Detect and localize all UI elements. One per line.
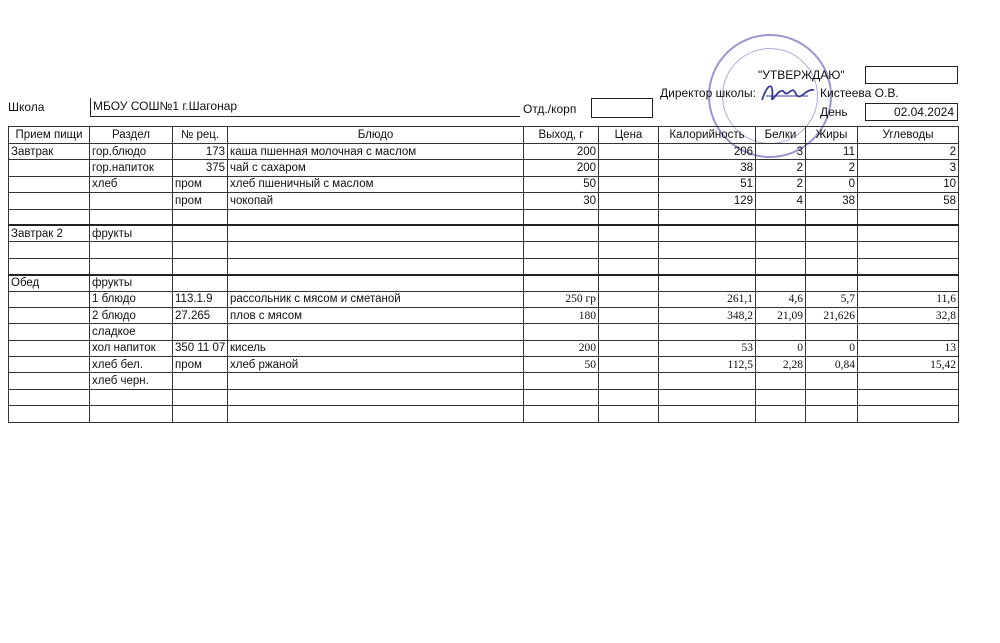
cell-section: 1 блюдо <box>90 291 173 307</box>
table-row <box>9 324 959 340</box>
cell-meal <box>9 209 90 225</box>
cell-section <box>90 242 173 258</box>
cell-protein: 21,09 <box>756 307 806 323</box>
cell-dish: кисель <box>228 340 524 356</box>
cell-kcal: 112,5 <box>659 357 756 373</box>
cell-output <box>524 389 599 405</box>
cell-recipe <box>173 242 228 258</box>
cell-protein <box>756 242 806 258</box>
cell-dish <box>228 389 524 405</box>
cell-price <box>599 275 659 291</box>
table-row <box>9 144 959 160</box>
cell-fat <box>806 242 858 258</box>
cell-section: хлеб черн. <box>90 373 173 389</box>
cell-carb <box>858 242 959 258</box>
table-row <box>9 160 959 176</box>
cell-carb <box>858 258 959 274</box>
cell-fat <box>806 406 858 422</box>
cell-kcal <box>659 373 756 389</box>
director-label: Директор школы: <box>660 86 756 100</box>
cell-price <box>599 209 659 225</box>
cell-meal <box>9 357 90 373</box>
cell-kcal: 129 <box>659 193 756 209</box>
cell-dish: плов с мясом <box>228 307 524 323</box>
cell-recipe <box>173 406 228 422</box>
cell-fat: 11 <box>806 144 858 160</box>
col-protein: Белки <box>756 127 806 144</box>
cell-output: 180 <box>524 307 599 323</box>
cell-recipe: пром <box>173 357 228 373</box>
cell-protein <box>756 373 806 389</box>
cell-recipe: 375 <box>173 160 228 176</box>
cell-dish <box>228 242 524 258</box>
cell-fat <box>806 258 858 274</box>
cell-fat: 21,626 <box>806 307 858 323</box>
approve-label: "УТВЕРЖДАЮ" <box>758 68 845 82</box>
cell-dish: хлеб пшеничный с маслом <box>228 176 524 192</box>
cell-kcal <box>659 225 756 241</box>
cell-carb <box>858 406 959 422</box>
cell-recipe <box>173 324 228 340</box>
cell-protein <box>756 406 806 422</box>
cell-carb <box>858 373 959 389</box>
table-row <box>9 193 959 209</box>
cell-carb: 2 <box>858 144 959 160</box>
cell-protein <box>756 225 806 241</box>
cell-carb <box>858 389 959 405</box>
cell-dish <box>228 406 524 422</box>
cell-carb: 10 <box>858 176 959 192</box>
cell-price <box>599 176 659 192</box>
cell-kcal: 38 <box>659 160 756 176</box>
cell-fat: 38 <box>806 193 858 209</box>
cell-output: 30 <box>524 193 599 209</box>
cell-recipe: пром <box>173 176 228 192</box>
cell-output <box>524 258 599 274</box>
col-kcal: Калорийность <box>659 127 756 144</box>
cell-fat <box>806 373 858 389</box>
cell-output: 200 <box>524 340 599 356</box>
table-row <box>9 357 959 373</box>
cell-kcal <box>659 275 756 291</box>
cell-recipe: 350 11 07 <box>173 340 228 356</box>
school-field <box>90 98 520 117</box>
cell-protein: 2,28 <box>756 357 806 373</box>
cell-protein <box>756 324 806 340</box>
cell-price <box>599 324 659 340</box>
cell-kcal: 348,2 <box>659 307 756 323</box>
cell-protein: 4,6 <box>756 291 806 307</box>
cell-dish <box>228 209 524 225</box>
cell-section <box>90 389 173 405</box>
cell-dish: рассольник с мясом и сметаной <box>228 291 524 307</box>
table-row <box>9 389 959 405</box>
cell-price <box>599 389 659 405</box>
cell-price <box>599 225 659 241</box>
cell-meal: Завтрак 2 <box>9 225 90 241</box>
col-carb: Углеводы <box>858 127 959 144</box>
dept-label: Отд./корп <box>523 102 577 116</box>
cell-price <box>599 406 659 422</box>
cell-section: фрукты <box>90 225 173 241</box>
cell-protein: 3 <box>756 144 806 160</box>
cell-meal: Завтрак <box>9 144 90 160</box>
date-value: 02.04.2024 <box>893 105 954 119</box>
cell-protein: 0 <box>756 340 806 356</box>
cell-dish: каша пшенная молочная с маслом <box>228 144 524 160</box>
cell-fat: 0 <box>806 176 858 192</box>
cell-output <box>524 242 599 258</box>
cell-recipe <box>173 275 228 291</box>
cell-section: 2 блюдо <box>90 307 173 323</box>
table-row <box>9 225 959 241</box>
cell-kcal: 261,1 <box>659 291 756 307</box>
table-row <box>9 275 959 291</box>
cell-protein <box>756 275 806 291</box>
cell-price <box>599 373 659 389</box>
cell-recipe <box>173 373 228 389</box>
cell-section <box>90 406 173 422</box>
cell-meal: Обед <box>9 275 90 291</box>
cell-section: хол напиток <box>90 340 173 356</box>
cell-price <box>599 357 659 373</box>
cell-recipe: пром <box>173 193 228 209</box>
cell-meal <box>9 389 90 405</box>
col-section: Раздел <box>90 127 173 144</box>
cell-section: гор.блюдо <box>90 144 173 160</box>
cell-meal <box>9 258 90 274</box>
cell-meal <box>9 242 90 258</box>
cell-price <box>599 193 659 209</box>
cell-carb: 11,6 <box>858 291 959 307</box>
cell-price <box>599 160 659 176</box>
cell-section <box>90 193 173 209</box>
cell-protein: 2 <box>756 176 806 192</box>
cell-meal <box>9 340 90 356</box>
cell-dish <box>228 373 524 389</box>
cell-meal <box>9 291 90 307</box>
cell-kcal: 206 <box>659 144 756 160</box>
cell-fat <box>806 275 858 291</box>
cell-fat: 5,7 <box>806 291 858 307</box>
cell-output <box>524 209 599 225</box>
cell-dish <box>228 225 524 241</box>
cell-fat: 2 <box>806 160 858 176</box>
col-fat: Жиры <box>806 127 858 144</box>
cell-output: 250 гр <box>524 291 599 307</box>
col-output: Выход, г <box>524 127 599 144</box>
cell-meal <box>9 324 90 340</box>
cell-meal <box>9 406 90 422</box>
cell-dish <box>228 324 524 340</box>
cell-meal <box>9 176 90 192</box>
date-field <box>865 103 958 121</box>
cell-output: 50 <box>524 176 599 192</box>
cell-recipe <box>173 225 228 241</box>
table-row <box>9 176 959 192</box>
cell-price <box>599 144 659 160</box>
cell-protein: 2 <box>756 160 806 176</box>
cell-section: гор.напиток <box>90 160 173 176</box>
director-signature <box>758 78 818 108</box>
cell-recipe: 173 <box>173 144 228 160</box>
cell-carb <box>858 209 959 225</box>
cell-protein <box>756 258 806 274</box>
table-row <box>9 291 959 307</box>
cell-section: фрукты <box>90 275 173 291</box>
col-dish: Блюдо <box>228 127 524 144</box>
table-row <box>9 307 959 323</box>
cell-section <box>90 209 173 225</box>
table-row <box>9 209 959 225</box>
cell-fat <box>806 389 858 405</box>
cell-dish: чай с сахаром <box>228 160 524 176</box>
menu-table <box>8 126 959 423</box>
cell-carb <box>858 324 959 340</box>
cell-meal <box>9 193 90 209</box>
school-label: Школа <box>8 100 45 114</box>
table-row <box>9 373 959 389</box>
cell-meal <box>9 160 90 176</box>
cell-meal <box>9 307 90 323</box>
cell-kcal <box>659 324 756 340</box>
cell-section: хлеб бел. <box>90 357 173 373</box>
cell-protein: 4 <box>756 193 806 209</box>
cell-fat <box>806 209 858 225</box>
cell-section: сладкое <box>90 324 173 340</box>
cell-kcal: 53 <box>659 340 756 356</box>
cell-section: хлеб <box>90 176 173 192</box>
cell-carb: 15,42 <box>858 357 959 373</box>
cell-kcal <box>659 242 756 258</box>
cell-dish <box>228 275 524 291</box>
cell-carb: 32,8 <box>858 307 959 323</box>
col-recipe: № рец. <box>173 127 228 144</box>
cell-output: 200 <box>524 160 599 176</box>
cell-output: 200 <box>524 144 599 160</box>
cell-price <box>599 340 659 356</box>
cell-carb <box>858 275 959 291</box>
dept-field <box>591 98 653 118</box>
cell-meal <box>9 373 90 389</box>
cell-recipe <box>173 258 228 274</box>
cell-output <box>524 225 599 241</box>
cell-kcal <box>659 406 756 422</box>
cell-fat <box>806 324 858 340</box>
table-row <box>9 406 959 422</box>
cell-section <box>90 258 173 274</box>
cell-kcal: 51 <box>659 176 756 192</box>
col-price: Цена <box>599 127 659 144</box>
cell-price <box>599 242 659 258</box>
cell-carb: 58 <box>858 193 959 209</box>
cell-carb <box>858 225 959 241</box>
day-label: День <box>820 105 848 119</box>
cell-kcal <box>659 209 756 225</box>
cell-recipe <box>173 389 228 405</box>
cell-fat <box>806 225 858 241</box>
cell-fat: 0 <box>806 340 858 356</box>
table-row <box>9 242 959 258</box>
cell-kcal <box>659 258 756 274</box>
approve-box <box>865 66 958 84</box>
cell-output: 50 <box>524 357 599 373</box>
cell-carb: 3 <box>858 160 959 176</box>
cell-output <box>524 324 599 340</box>
director-name: Кистеева О.В. <box>820 86 899 100</box>
cell-recipe: 113.1.9 <box>173 291 228 307</box>
cell-output <box>524 275 599 291</box>
school-value: МБОУ СОШ№1 г.Шагонар <box>93 99 238 113</box>
cell-protein <box>756 209 806 225</box>
cell-price <box>599 291 659 307</box>
cell-protein <box>756 389 806 405</box>
cell-dish: чокопай <box>228 193 524 209</box>
table-header-row <box>9 127 959 144</box>
cell-recipe: 27.265 <box>173 307 228 323</box>
cell-price <box>599 258 659 274</box>
cell-carb: 13 <box>858 340 959 356</box>
cell-output <box>524 406 599 422</box>
cell-dish <box>228 258 524 274</box>
col-meal: Прием пищи <box>9 127 90 144</box>
table-row <box>9 340 959 356</box>
cell-fat: 0,84 <box>806 357 858 373</box>
cell-recipe <box>173 209 228 225</box>
cell-price <box>599 307 659 323</box>
cell-output <box>524 373 599 389</box>
cell-dish: хлеб ржаной <box>228 357 524 373</box>
cell-kcal <box>659 389 756 405</box>
table-row <box>9 258 959 274</box>
